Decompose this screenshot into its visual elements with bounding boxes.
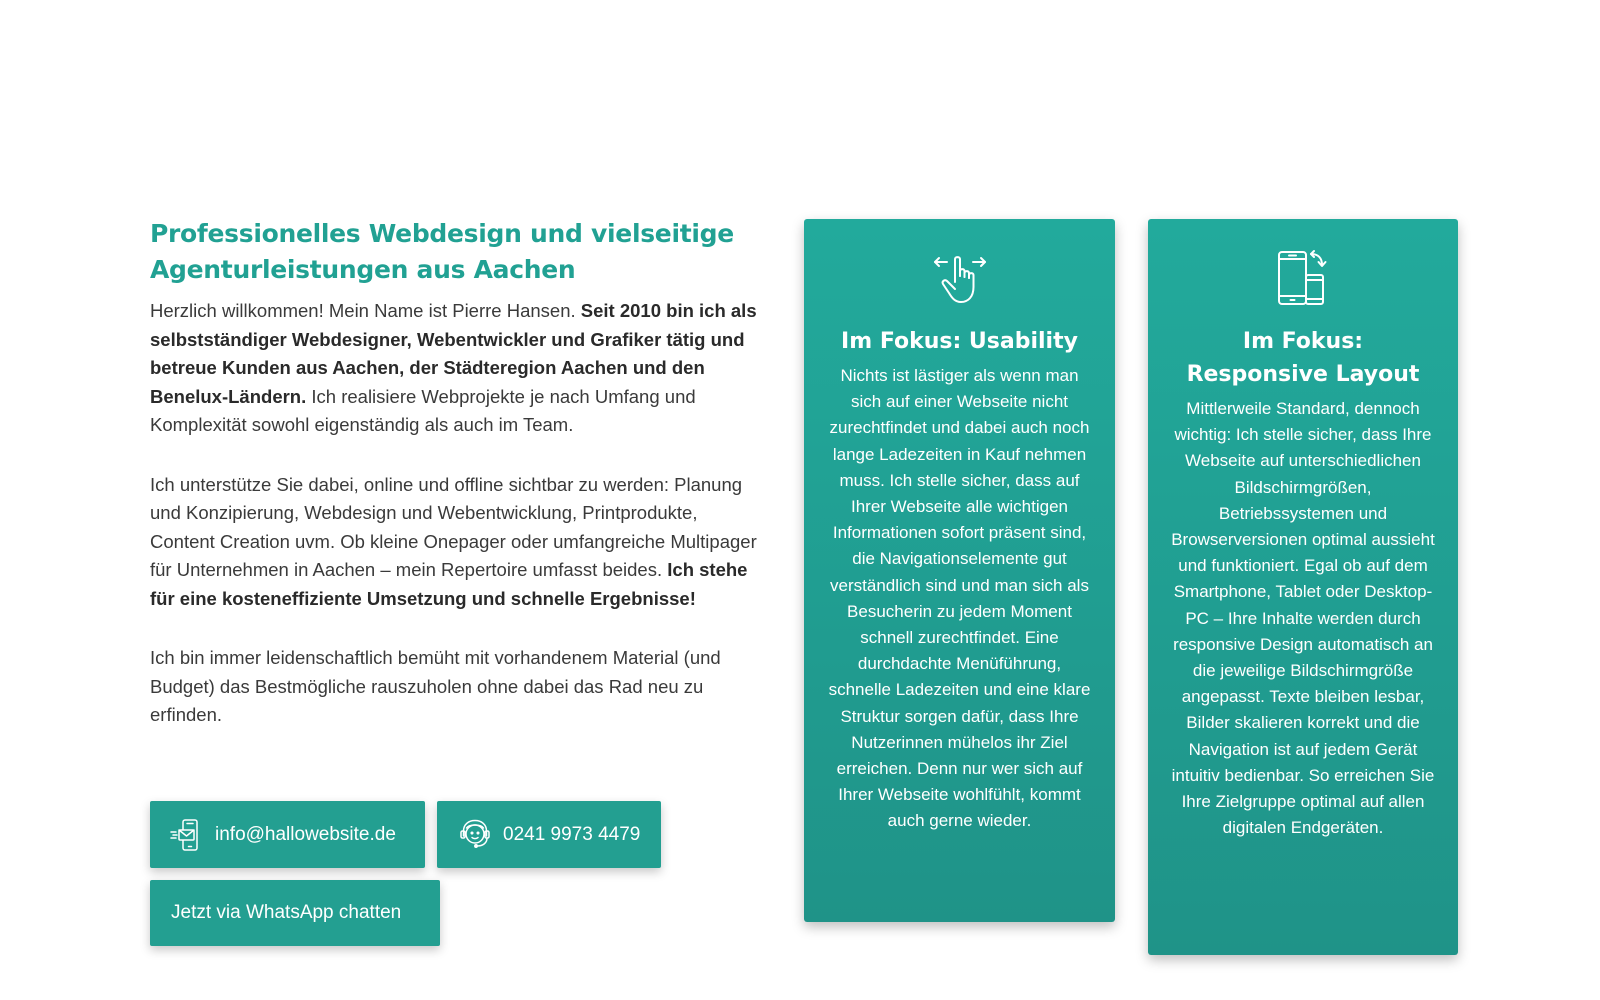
intro-paragraph-2-text-a: Ich unterstütze Sie dabei, online und offline sichtbar zu werden: Planung und Konzipierung, Webdesign und Webentwicklung, Printprodukte, Content Creation uvm. Ob kleine Onepager oder umfangreiche Multipager für Unternehmen in Aachen – mein Repertoire umfasst beides. — [150, 473, 757, 580]
whatsapp-button[interactable] — [150, 880, 440, 946]
intro-paragraph-1-text-b: Ich realisiere Webprojekte je nach Umfang und Komplexität sowohl eigenständig als auch im Team. — [150, 385, 696, 435]
responsive-devices-icon — [1273, 249, 1333, 309]
usability-card-text: Nichts ist lästiger als wenn man sich auf einer Webseite nicht zurechtfindet und dabei auch noch lange Ladezeiten in Kauf nehmen muss. Ich stelle sicher, dass auf Ihrer Webseite alle wichtigen Informationen sofort präsent sind, die Navigationselemente gut verständlich sind und man sich als Besucherin zu jedem Moment schnell zurechtfindet. Eine durchdachte Menüführung, schnelle Ladezeiten und eine klare Struktur sorgen dafür, dass Ihre Nutzerinnen mühelos ihr Ziel erreichen. Denn nur wer sich auf Ihrer Webseite wohlfühlt, kommt auch gerne wieder. — [828, 366, 1091, 831]
usability-card — [804, 219, 1115, 922]
intro-paragraph-1-strong: Seit 2010 bin ich als selbstständiger Webdesigner, Webentwickler und Grafiker tätig und betreue Kunden aus Aachen, der Städteregion Aachen und den Benelux-Ländern. — [150, 300, 757, 407]
intro-paragraph-1 — [150, 297, 765, 440]
intro-paragraph-2-strong: Ich stehe für eine kosteneffiziente Umsetzung und schnelle Ergebnisse! — [150, 559, 748, 609]
mail-phone-icon — [169, 817, 205, 853]
responsive-card — [1148, 219, 1458, 955]
touch-gesture-icon — [930, 249, 990, 309]
intro-paragraph-2 — [150, 471, 765, 614]
phone-button-label: 0241 9973 4479 — [503, 823, 641, 845]
email-button-label: info@hallowebsite.de — [215, 823, 396, 845]
intro-paragraph-3: Ich bin immer leidenschaftlich bemüht mit vorhandenem Material (und Budget) das Bestmögliche rauszuholen ohne dabei das Rad neu zu erfinden. — [150, 647, 721, 725]
whatsapp-button-label: Jetzt via WhatsApp chatten — [171, 902, 402, 923]
responsive-card-title: Im Fokus: Responsive Layout — [1186, 329, 1420, 387]
usability-card-title: Im Fokus: Usability — [841, 329, 1078, 354]
intro-paragraph-1-text-a: Herzlich willkommen! Mein Name ist Pierre Hansen. — [150, 300, 581, 321]
responsive-card-text: Mittlerweile Standard, dennoch wichtig: Ich stelle sicher, dass Ihre Webseite auf unterschiedlichen Bildschirmgrößen, Betriebssystemen und Browserversionen optimal aussieht und funktioniert. Egal ob auf dem Smartphone, Tablet oder Desktop-PC – Ihre Inhalte werden durch responsive Design automatisch an die jeweilige Bildschirmgröße angepasst. Texte bleiben lesbar, Bilder skalieren korrekt und die Navigation ist auf jedem Gerät intuitiv bedienbar. So erreichen Sie Ihre Zielgruppe optimal auf allen digitalen Endgeräten. — [1171, 399, 1435, 838]
page-headline: Professionelles Webdesign und vielseitige Agenturleistungen aus Aachen — [150, 219, 734, 284]
headset-icon — [457, 817, 493, 853]
email-button[interactable] — [150, 801, 425, 868]
intro-section — [150, 216, 765, 730]
phone-button[interactable] — [437, 801, 661, 868]
